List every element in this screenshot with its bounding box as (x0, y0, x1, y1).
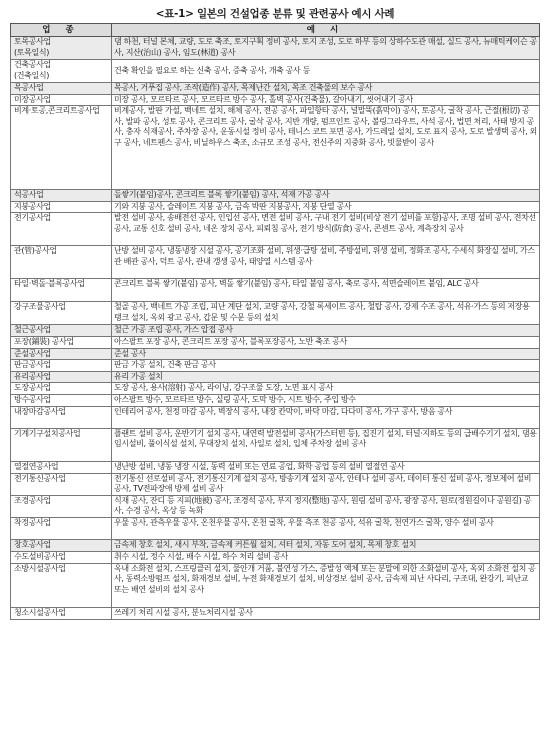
table-row (11, 563, 540, 607)
industry-category-cell (11, 473, 112, 495)
table-row (11, 461, 540, 473)
industry-name: 방수공사업 (14, 394, 51, 404)
industry-name: 내장마감공사업 (14, 406, 66, 416)
table-row (11, 551, 540, 563)
table-body (11, 37, 540, 620)
industry-examples-cell: 미장 공사, 모르타르 공사, 모르타르 방수 공사, 홀벽 공사(건축물), 갈아내기, 씻어내기 공사 (112, 94, 540, 106)
industry-name: 열절연공사업 (14, 461, 59, 471)
table-row (11, 394, 540, 406)
industry-category-cell (11, 106, 112, 190)
table-row (11, 201, 540, 213)
industry-category-cell (11, 551, 112, 563)
industry-name: 포장(鋪裝) 공사업 (14, 336, 74, 346)
industry-category-cell (11, 348, 112, 360)
industry-name: 관(管)공사업 (14, 246, 57, 256)
industry-name: 소방시설공사업 (14, 563, 66, 573)
industry-category-cell (11, 279, 112, 302)
industry-name: 판금공사업 (14, 360, 51, 370)
industry-category-cell (11, 83, 112, 95)
table-row (11, 213, 540, 246)
industry-name: 타일·벽돌·블록공사업 (14, 279, 85, 289)
header-category: 업 종 (11, 24, 112, 37)
industry-table (10, 23, 540, 620)
industry-category-cell (11, 246, 112, 279)
header-examples: 예 시 (112, 24, 540, 37)
industry-category-cell (11, 371, 112, 383)
table-row (11, 607, 540, 619)
industry-name: 창호공사업 (14, 539, 51, 549)
industry-examples-cell: 철근 가공 조립 공사, 가스 압접 공사 (112, 325, 540, 337)
industry-name: 수도설비공사업 (14, 551, 66, 561)
industry-name: 석공사업 (14, 190, 44, 200)
table-row (11, 383, 540, 395)
industry-examples-cell: 콘크리트 블록 쌓기(붙임) 공사, 벽돌 쌓기(붙임) 공사, 타일 붙임 공사, 축로 공사, 석면슬레이트 붙임, ALC 공사 (112, 279, 540, 302)
industry-category-cell (11, 607, 112, 619)
industry-name: 착정공사업 (14, 517, 51, 527)
industry-examples-cell: 건축 확인을 필요로 하는 신축 공사, 증축 공사, 개축 공사 등 (112, 60, 540, 83)
table-row (11, 539, 540, 551)
industry-examples-cell: 준설 공사 (112, 348, 540, 360)
table-row (11, 428, 540, 461)
industry-examples-cell: 돌쌓기(붙임)공사, 콘크리트 블록 쌓기(붙임) 공사, 석재 가공 공사 (112, 190, 540, 202)
industry-category-cell (11, 190, 112, 202)
industry-examples-cell: 플랜트 설비 공사, 운반기기 설치 공사, 내연력 발전설비 공사(가스터빈 등), 집진기 설치, 터널·지하도 등의 급배수기기 설치, 댐용 임시설비, 풀이식설 설치, 무대장치 설치, 사일로 설치, 입체 주차장 설비 공사 (112, 428, 540, 461)
table-row (11, 325, 540, 337)
industry-category-cell (11, 495, 112, 517)
industry-examples-cell: 기와 지붕 공사, 슬레이트 지붕 공사, 금속 박판 지붕공사, 지붕 단열 공사 (112, 201, 540, 213)
industry-examples-cell: 판금 가공 설치, 건축 판금 공사 (112, 360, 540, 372)
table-row (11, 406, 540, 428)
table-row (11, 94, 540, 106)
industry-name: 전기공사업 (14, 213, 51, 223)
industry-examples-cell: 아스팔트 포장 공사, 콘크리트 포장 공사, 블록포장공사, 노반 축조 공사 (112, 336, 540, 348)
table-row (11, 517, 540, 539)
table-row (11, 473, 540, 495)
industry-name: 도장공사업 (14, 383, 51, 393)
industry-name: 기계기구설치공사업 (14, 428, 81, 438)
industry-category-cell (11, 336, 112, 348)
industry-category-cell (11, 37, 112, 60)
table-row (11, 336, 540, 348)
industry-category-cell (11, 383, 112, 395)
industry-name: 전기통신공사업 (14, 473, 66, 483)
table-row (11, 37, 540, 60)
industry-examples-cell: 우물 공사, 관측우물 공사, 온천우물 공사, 온천 굴착, 우물 측조 천공 공사, 석유 굴착, 천연가스 굴착, 양수 설비 공사 (112, 517, 540, 539)
industry-category-cell (11, 539, 112, 551)
industry-examples-cell: 발전 설비 공사, 송배전선 공사, 인입선 공사, 변전 설비 공사, 구내 전기 설비(비상 전기 설비를 포함)공사, 조명 설비 공사, 전차선 공사, 교통 신호 설비 공사, 네온 장치 공사, 피뢰침 공사, 전기 방식(防食) 공사, 콘센트 공사, 계측장치 공사 (112, 213, 540, 246)
industry-name: 건축공사업 (14, 60, 51, 70)
table-row (11, 106, 540, 190)
industry-name: 철근공사업 (14, 325, 51, 335)
industry-name: 미장공사업 (14, 94, 51, 104)
table-row (11, 495, 540, 517)
table-row (11, 348, 540, 360)
industry-category-cell (11, 60, 112, 83)
industry-category-cell (11, 213, 112, 246)
industry-category-cell (11, 325, 112, 337)
industry-examples-cell: 쓰레기 처리 시설 공사, 분뇨처리시설 공사 (112, 607, 540, 619)
industry-name: 강구조물공사업 (14, 302, 66, 312)
table-row (11, 60, 540, 83)
industry-subname: (토목일식) (14, 47, 50, 57)
table-row (11, 190, 540, 202)
industry-examples-cell: 유리 가공 설치 (112, 371, 540, 383)
table-row (11, 279, 540, 302)
table-row (11, 83, 540, 95)
industry-examples-cell: 식재 공사, 잔디 등 지피(地被) 공사, 조경석 공사, 부지 정지(整地) 공사, 원림 설비 공사, 광장 공사, 원로(정원길이나 공원길) 공사, 수경 공사, 옥상 등 녹화 (112, 495, 540, 517)
industry-examples-cell: 인테리어 공사, 천정 마감 공사, 벽장식 공사, 내장 칸막이, 바닥 마감, 다다미 공사, 가구 공사, 방음 공사 (112, 406, 540, 428)
industry-examples-cell: 철골 공사, 백네트 가공 조립, 피난 계단 설치, 교량 공사, 강철 록세이트 공사, 철탑 공사, 강제 수조 공사, 석유·가스 등의 저장용 탱크 설치, 옥외 광고 공사, 갑문 및 수문 등의 설치 (112, 302, 540, 325)
industry-name: 준설공사업 (14, 348, 51, 358)
industry-name: 청소시설공사업 (14, 607, 66, 617)
table-row (11, 246, 540, 279)
industry-category-cell (11, 94, 112, 106)
industry-category-cell (11, 517, 112, 539)
industry-category-cell (11, 563, 112, 607)
industry-category-cell (11, 394, 112, 406)
table-header-row (11, 24, 540, 37)
industry-name: 목공사업 (14, 83, 44, 92)
industry-examples-cell: 전기통신 선로설비 공사, 전기통신기계 설치 공사, 방송기계 설치 공사, 안테나 설비 공사, 데이터 통신 설비 공사, 정보제어 설비 공사, TV전파장애 방제 설비 공사 (112, 473, 540, 495)
industry-name: 토목공사업 (14, 37, 51, 46)
industry-name: 지붕공사업 (14, 201, 51, 211)
industry-category-cell (11, 302, 112, 325)
industry-examples-cell: 도장 공사, 용사(溶射) 공사, 라이닝, 강구조물 도장, 노면 표시 공사 (112, 383, 540, 395)
table-row (11, 371, 540, 383)
industry-examples-cell: 금속제 창호 설치, 새시 부착, 금속제 커튼월 설치, 셔터 설치, 자동 도어 설치, 목제 창호 설치 (112, 539, 540, 551)
industry-name: 비계·토공,콘크리트공사업 (14, 106, 100, 116)
table-row (11, 360, 540, 372)
industry-examples-cell: 취수 시설, 정수 시설, 배수 시설, 하수 처리 설비 공사 (112, 551, 540, 563)
table-row (11, 302, 540, 325)
industry-category-cell (11, 428, 112, 461)
industry-examples-cell: 냉난방 설비, 냉동 냉장 시설, 동력 설비 또는 연료 공업, 화학 공업 등의 설비 열절연 공사 (112, 461, 540, 473)
industry-category-cell (11, 201, 112, 213)
industry-examples-cell: 옥내 소화전 설치, 스프링클러 설치, 물안개 거품, 불연성 가스, 증발성 액체 또는 분말에 의한 소화설비 공사, 옥외 소화전 설치 공사, 동력소방펌프 설치, 화재경보 설비, 누전 화재경보기 설치, 비상경보 설비 공사, 금속제 피난 사다리, 구조대, 완강기, 피난교 또는 배연 설비의 설치 공사 (112, 563, 540, 607)
industry-category-cell (11, 360, 112, 372)
industry-examples-cell: 비계공사, 발판 가설, 백네트 설치, 해체 공사, 전공 공사, 파일항타 공사, 널말뚝(흙막이) 공사, 토공사, 굴착 공사, 근절(根切) 공사, 발파 공사, 성토 공사, 콘크리트 공사, 굴삭 공사, 지반 개량, 펌프인트 공사, 볼링그라우트, 사석 공사, 법면 처리, 사태 방지 공사, 충자 식재공사, 주차장 공사, 운동시설 정비 공사, 테니스 코트 포면 공사, 가드레일 설치, 도로 표지 공사, 도로 발생택 공사, 외구 공사, 네트펜스 공사, 비닐하우스 축조, 소규모 조성 공사, 전신주의 지중화 공사, 빗물받이 공사 (112, 106, 540, 190)
industry-name: 유리공사업 (14, 371, 51, 381)
industry-examples-cell: 아스팔트 방수, 모르타르 방수, 실링 공사, 도막 방수, 시트 방수, 주입 방수 (112, 394, 540, 406)
industry-name: 조경공사업 (14, 495, 51, 505)
industry-examples-cell: 난방 설비 공사, 냉동냉장 시설 공사, 공기조화 설비, 위생·급탕 설비, 주방설비, 위생 설비, 정화조 공사, 수세식 화장실 설비, 가스관 배관 공사, 덕트 공사, 관내 갱생 공사, 태양열 시스템 공사 (112, 246, 540, 279)
industry-category-cell (11, 406, 112, 428)
industry-examples-cell: 목공사, 거푸집 공사, 조작(造作) 공사, 목제난간 설치, 목조 건축물의 보수 공사 (112, 83, 540, 95)
industry-examples-cell: 댐 하천, 터널 본체, 교량, 도로 축조, 토지구획 정비 공사, 토지 조성, 도로 하부 등의 상하수도관 매설, 실드 공사, 뉴매틱케이슨 공사, 지산(治山) 공사, 임도(林道) 공사 (112, 37, 540, 60)
industry-subname: (건축일식) (14, 71, 50, 80)
table-title: <표-1> 일본의 건설업종 분류 및 관련공사 예시 사례 (155, 8, 395, 20)
industry-category-cell (11, 461, 112, 473)
